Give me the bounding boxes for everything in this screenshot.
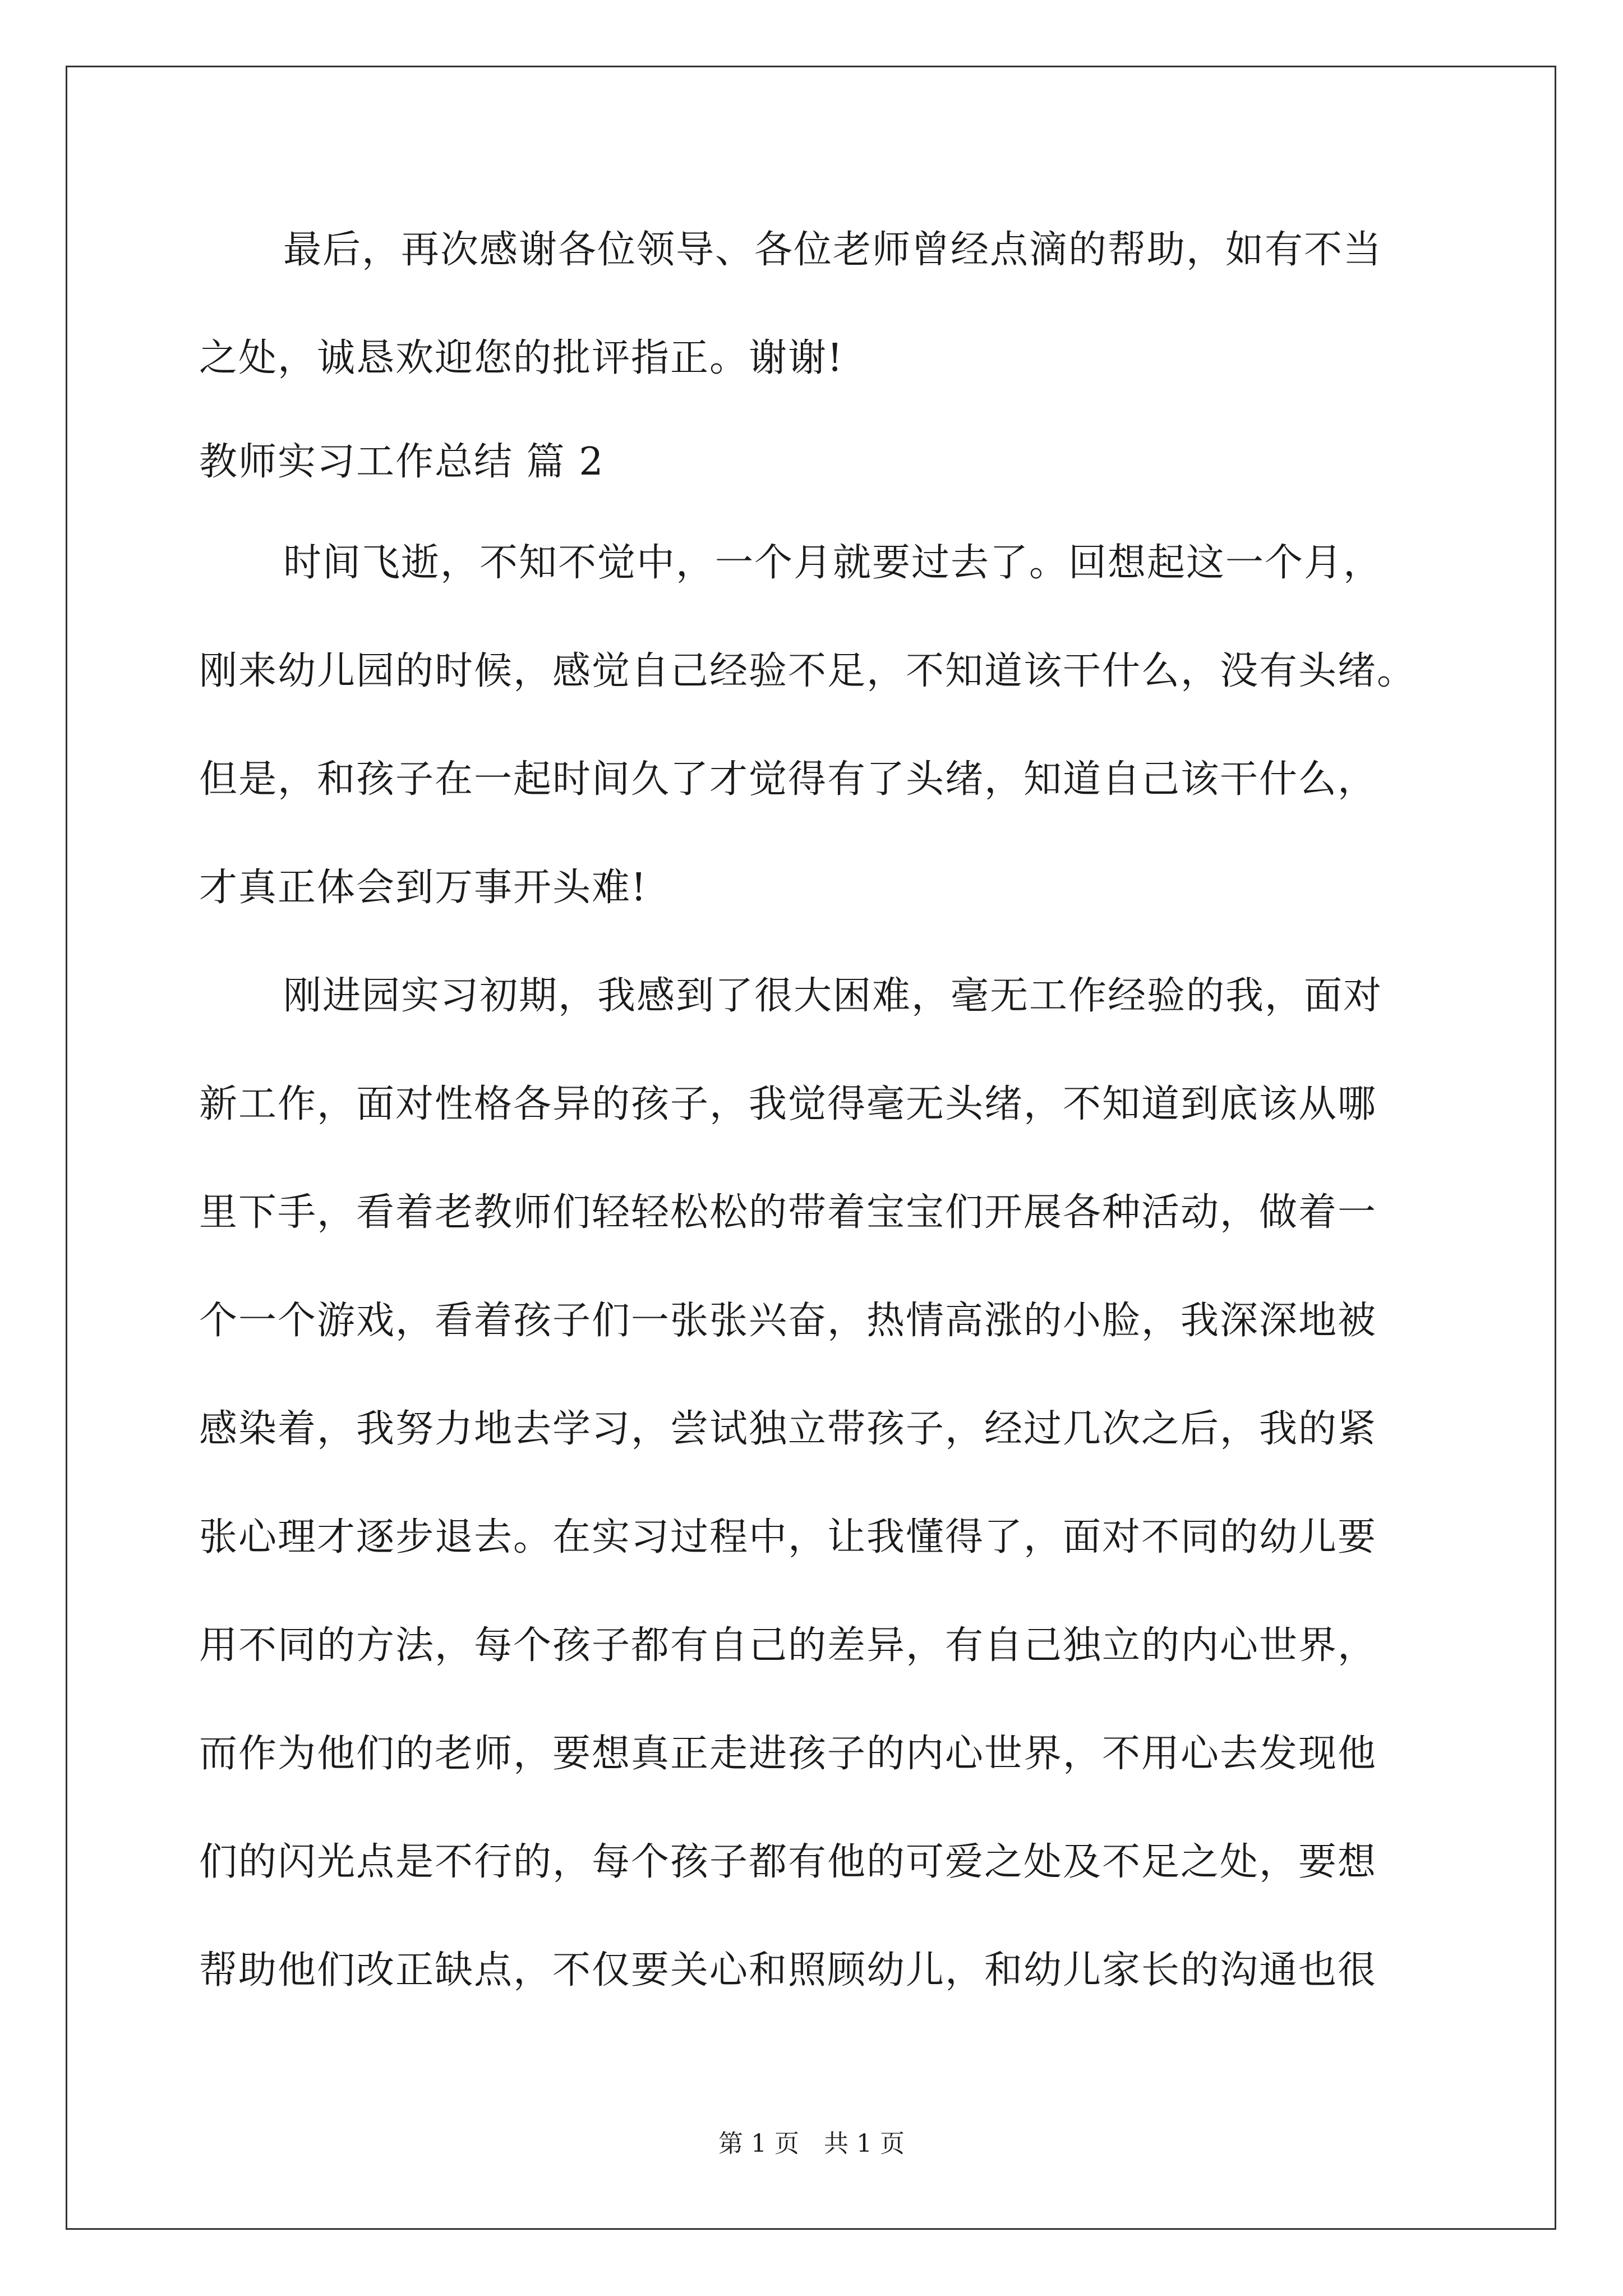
paragraph-line: 之处，诚恳欢迎您的批评指正。谢谢! (199, 336, 844, 380)
paragraph-line: 个一个游戏，看着孩子们一张张兴奋，热情高涨的小脸，我深深地被 (199, 1299, 1377, 1343)
paragraph-line: 刚进园实习初期，我感到了很大困难，毫无工作经验的我，面对 (283, 974, 1383, 1018)
section-heading: 教师实习工作总结 篇 2 (199, 440, 605, 484)
page-footer: 第 1 页 共 1 页 (718, 2129, 905, 2158)
paragraph-line: 感染着，我努力地去学习，尝试独立带孩子，经过几次之后，我的紧 (199, 1407, 1377, 1451)
paragraph-line: 而作为他们的老师，要想真正走进孩子的内心世界，不用心去发现他 (199, 1732, 1377, 1776)
paragraph-line: 帮助他们改正缺点，不仅要关心和照顾幼儿，和幼儿家长的沟通也很 (199, 1948, 1377, 1993)
paragraph-line: 们的闪光点是不行的，每个孩子都有他的可爱之处及不足之处，要想 (199, 1840, 1377, 1884)
paragraph-line: 新工作，面对性格各异的孩子，我觉得毫无头绪，不知道到底该从哪 (199, 1082, 1377, 1126)
paragraph-line: 用不同的方法，每个孩子都有自己的差异，有自己独立的内心世界， (199, 1623, 1377, 1668)
paragraph-line: 时间飞逝，不知不觉中，一个月就要过去了。回想起这一个月， (283, 541, 1383, 585)
page-border (66, 66, 1556, 2230)
paragraph-line: 刚来幼儿园的时候，感觉自己经验不足，不知道该干什么，没有头绪。 (199, 649, 1417, 693)
paragraph-line: 才真正体会到万事开头难! (199, 866, 648, 910)
paragraph-line: 最后，再次感谢各位领导、各位老师曾经点滴的帮助，如有不当 (283, 228, 1383, 272)
paragraph-line: 里下手，看着老教师们轻轻松松的带着宝宝们开展各种活动，做着一 (199, 1190, 1377, 1235)
paragraph-line: 但是，和孩子在一起时间久了才觉得有了头绪，知道自己该干什么， (199, 757, 1377, 802)
paragraph-line: 张心理才逐步退去。在实习过程中，让我懂得了，面对不同的幼儿要 (199, 1515, 1377, 1559)
